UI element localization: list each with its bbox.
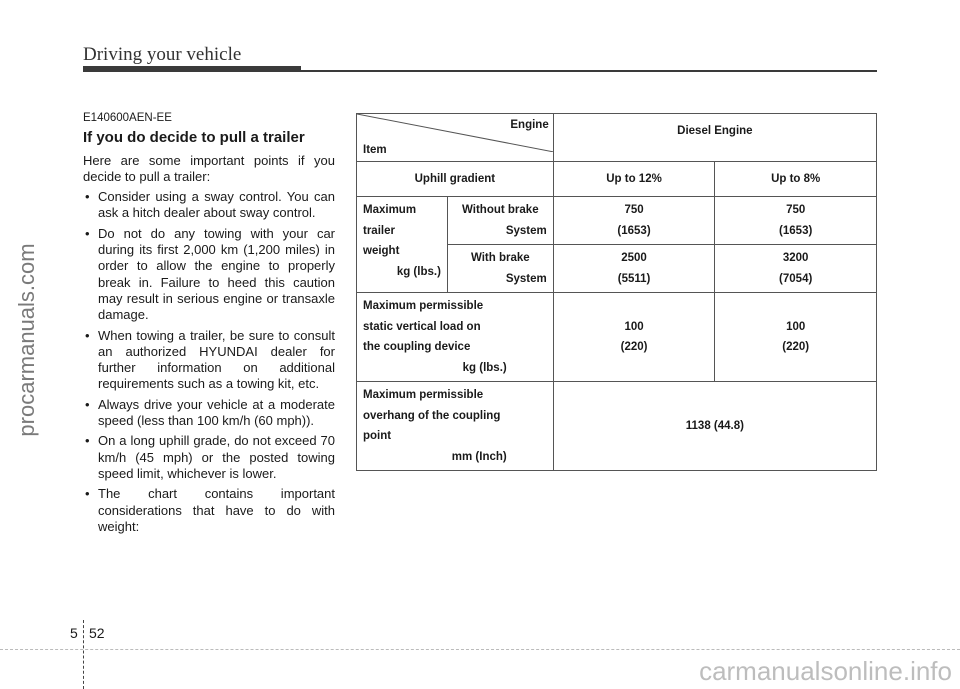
list-item: • When towing a trailer, be sure to consult an authorized HYUNDAI dealer for further information on additional requirements such as a towing kit, etc. xyxy=(83,328,335,393)
value-kg: 2500 xyxy=(621,252,647,264)
value-lbs: (7054) xyxy=(779,272,813,285)
value-kg: 100 xyxy=(624,320,644,333)
overhang-label-line: point xyxy=(363,430,392,442)
with-brake-label xyxy=(447,245,553,293)
trailer-label-line: trailer xyxy=(363,224,395,237)
value-lbs: (220) xyxy=(782,341,810,353)
side-watermark-text: procarmanuals.com xyxy=(14,243,39,437)
list-item: • Always drive your vehicle at a moderate speed (less than 100 km/h (60 mph)). xyxy=(83,397,335,430)
value-lbs: (5511) xyxy=(617,272,651,285)
with-brake-line: System xyxy=(505,272,547,285)
vertical-label-line: Maximum permissible xyxy=(363,300,484,312)
without-brake-line: Without brake xyxy=(462,204,539,216)
list-item: • Consider using a sway control. You can ask a hitch dealer about sway control. xyxy=(83,189,335,222)
list-item: • Do not do any towing with your car during its first 2,000 km (1,200 miles) in order to allow the engine to properly break in. Failure to heed this caution may result in serious engine or transaxle damage. xyxy=(83,226,335,324)
trailer-label-line: Maximum xyxy=(363,204,417,216)
trailer-label-line: weight xyxy=(363,245,400,257)
max-trailer-weight-label xyxy=(357,197,448,293)
vertical-load-col1 xyxy=(553,293,715,382)
overhang-unit: mm (Inch) xyxy=(451,450,507,463)
table-row xyxy=(357,162,877,197)
table-header-row xyxy=(357,114,877,162)
list-item: • On a long uphill grade, do not exceed 70 km/h (45 mph) or the posted towing speed limit, whichever is lower. xyxy=(83,433,335,482)
item-label: Item xyxy=(363,144,387,156)
with-brake-col2 xyxy=(715,245,877,293)
engine-item-header-cell xyxy=(357,114,554,162)
trailer-advice-column xyxy=(83,110,335,539)
page-number: 52 xyxy=(89,625,105,641)
overhang-value: 1138 (44.8) xyxy=(553,382,876,471)
vertical-load-col2 xyxy=(715,293,877,382)
section-heading: If you do decide to pull a trailer xyxy=(83,129,305,147)
side-watermark xyxy=(12,80,42,600)
uphill-gradient-col1: Up to 12% xyxy=(553,162,715,197)
with-brake-line: With brake xyxy=(470,252,530,264)
table-row xyxy=(357,293,877,382)
value-kg: 750 xyxy=(786,204,806,216)
value-kg: 3200 xyxy=(782,252,809,264)
trailer-spec-table xyxy=(356,113,877,471)
value-lbs: (1653) xyxy=(617,224,651,237)
section-intro: Here are some important points if you decide to pull a trailer: xyxy=(83,152,335,184)
without-brake-line: System xyxy=(505,224,547,237)
advice-list xyxy=(83,189,335,535)
trailer-unit: kg (lbs.) xyxy=(396,265,441,278)
footer-rule xyxy=(0,649,960,650)
vertical-load-label xyxy=(357,293,554,382)
list-item: • The chart contains important considerations that have to do with weight: xyxy=(83,486,335,535)
value-kg: 100 xyxy=(786,320,806,333)
without-brake-col1 xyxy=(553,197,715,245)
uphill-gradient-col2: Up to 8% xyxy=(715,162,877,197)
vertical-unit: kg (lbs.) xyxy=(462,361,507,374)
footer-divider xyxy=(83,620,84,689)
overhang-label-line: Maximum permissible xyxy=(363,389,484,401)
overhang-label xyxy=(357,382,554,471)
value-lbs: (1653) xyxy=(779,224,813,237)
chapter-number: 5 xyxy=(70,625,78,641)
diesel-engine-header: Diesel Engine xyxy=(553,114,876,162)
overhang-label-line: overhang of the coupling xyxy=(363,409,501,422)
engine-label: Engine xyxy=(510,119,549,131)
bottom-watermark: carmanualsonline.info xyxy=(699,656,952,686)
value-kg: 750 xyxy=(624,204,644,216)
vertical-label-line: static vertical load on xyxy=(363,320,481,333)
without-brake-col2 xyxy=(715,197,877,245)
page-header-title: Driving your vehicle xyxy=(83,44,242,65)
value-lbs: (220) xyxy=(620,341,648,353)
with-brake-col1 xyxy=(553,245,715,293)
header-bar xyxy=(83,66,301,72)
table-row xyxy=(357,382,877,471)
vertical-label-line: the coupling device xyxy=(363,341,471,353)
header-rule xyxy=(301,70,877,72)
without-brake-label xyxy=(447,197,553,245)
table-row xyxy=(357,197,877,245)
section-code: E140600AEN-EE xyxy=(83,112,172,124)
uphill-gradient-label: Uphill gradient xyxy=(357,162,554,197)
